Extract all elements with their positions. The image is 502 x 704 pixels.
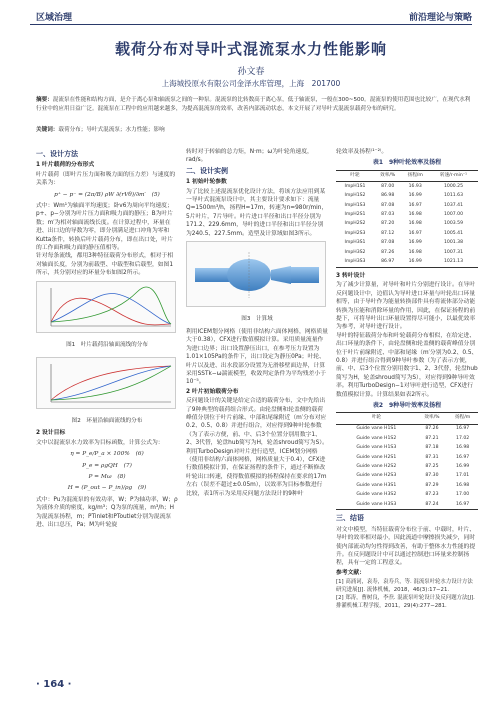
table-row (336, 182, 478, 192)
paragraph: 式中：Wm¹为轴面平均速度；卧v6为周向平均速度；p+、p−分别为叶片压力面和吸力面的静压；B为叶片数；m′为相对轴面流线长度。在计算过程中，环量在进、出口边的导数为零，即分别满足进口冲角为零和Kutta条件，转换后叶片载荷分布，即在出口处，叶片的工作面和吸力面的静压值相等。 (36, 203, 174, 252)
table-cell: 16.97 (456, 454, 470, 460)
table-cell: 86.98 (381, 193, 395, 199)
table-cell: Guide vane H1S3 (356, 445, 397, 451)
table-row (336, 220, 478, 229)
table-cell: 16.99 (401, 257, 429, 267)
table-cell: 87.20 (381, 221, 395, 227)
table-cell: 87.29 (425, 482, 439, 488)
paragraph: 为了比较上述混流泵优化设计方法，将该方法应用到某一导叶式混流泵设计中，其主要设计要求如下：流量Q=1500m³/h，扬程H=17m，转速为n=980r/min，5片叶片，7片导叶。叶片进口半径和出口半径分别为171.2、229.6mm，导叶的进口半径和出口半径分别为240.5、227.5mm。造型及计算域如图3所示。 (186, 188, 328, 237)
equation-7: P_e = ρgQH (7) (82, 462, 132, 469)
column-2 (186, 148, 328, 498)
abstract-label: 摘要： (36, 97, 53, 103)
table-cell: ImpH3S2 (344, 249, 366, 255)
paragraph: 对文中模型，当特征载荷分布位于前、中载时，叶片、导叶的效率相对最小，因此流道中摩擦损失减少，同时使内部流动均匀性得到改善，有助于整体水力性能的提升。在反问题设计中可以通过控制进口环量来控制扬程，具有一定的工程意义。 (336, 526, 476, 567)
subsection-heading: 2 叶片初始载荷分布 (186, 388, 239, 395)
table-row (336, 491, 478, 500)
table-cell: Guide vane H1S1 (356, 426, 397, 432)
abstract-text: 混流泵在性能和结构方面，是介于离心泵和轴流泵之间的一种泵。混流泵的比转数高于离心泵，低于轴流泵，一般在300~500。混流泵的使用范围也比较广，在现代水利行业中的应用日益广泛。混流泵在工程中的应用越来越多，为提高混流泵的效率，改善内部流动状态，本文开展了对导叶式混流泵载荷分布的研究。 (36, 97, 471, 112)
equation-5: p⁺ − p⁻ = (2π/B) ρW ∂(rVθ)/∂m′ (5) (54, 191, 160, 198)
table-header-cell: 扬程/m (447, 413, 478, 424)
table-cell: Guide vane H2S3 (356, 473, 397, 479)
author: 孙文春 (237, 67, 265, 77)
paragraph: 利用ICEM划分网格（使用非结构六面体网格，网格质量大于0.38），CFX进行数值模拟计算。采用质量流量作为进口边界；出口设置静压出口，在参考压力设置为1.01×105Pa的条件下，出口设定为静压0Pa；叶轮、叶片以及进、出水段部分设置为无滑移壁面边界，计算采用SSTk−ω湍流模型，收敛判定条件为平均残差小于10⁻⁵。 (186, 328, 328, 386)
equation-9: H = (P_out − P_in)/ρg (9) (67, 485, 147, 492)
table-header-cell: 叶轮 (336, 170, 374, 181)
table-cell: Guide vane H1S2 (356, 435, 397, 441)
references-heading: 参考文献： (336, 569, 365, 576)
table-2 (336, 412, 478, 510)
figure-2-circulation-plot (36, 357, 176, 409)
figure-3-caption: 图3 计算域 (241, 316, 273, 323)
table-cell: ImpH2S3 (344, 230, 366, 236)
header-divider (30, 24, 472, 25)
table-cell: 87.26 (381, 249, 395, 255)
table-cell: 87.08 (381, 202, 395, 208)
table-cell: 87.23 (425, 492, 439, 498)
table-row (336, 424, 478, 434)
abstract (36, 96, 472, 114)
table-cell: 17.02 (456, 435, 470, 441)
table-cell: 1000.25 (444, 183, 463, 189)
table-cell: 87.26 (425, 426, 439, 432)
table-cell: ImpH1S1 (344, 183, 366, 189)
table-cell: ImpH3S3 (336, 257, 374, 267)
reference-item: [1] 高涌词，袁寿，袁寿兵，等. 混流泵叶轮水力设计方法研究进展[J]. 流体机械，2018，46(3):17−21. (336, 579, 473, 594)
table-cell: 87.21 (425, 435, 439, 441)
table-cell: 1037.41 (444, 202, 463, 208)
table-cell: 1007.00 (444, 211, 463, 217)
table-cell: 86.97 (374, 257, 401, 267)
table-cell: 1011.63 (444, 193, 463, 199)
table-row (336, 229, 478, 238)
figure-1-load-distribution-plot (36, 281, 176, 333)
table-cell: 16.99 (408, 240, 422, 246)
table-cell: 16.97 (408, 230, 422, 236)
table-header-cell: 转速/r·min⁻¹ (429, 170, 478, 181)
affiliation: 上海城投原水有限公司金泽水库管理，上海 201700 (161, 79, 341, 88)
table-cell: 87.30 (425, 473, 439, 479)
table-cell: 16.98 (456, 482, 470, 488)
subsection-heading: 1 叶片载荷的分布形式 (36, 162, 95, 169)
table-cell: ImpH3S1 (344, 240, 366, 246)
table-cell: 87.25 (425, 463, 439, 469)
table-row (336, 434, 478, 443)
table-header-cell: 效率/% (417, 413, 448, 424)
table-cell: 16.99 (408, 193, 422, 199)
figure-2-caption: 图2 环量沿轴面流线的分布 (71, 417, 143, 424)
subsection-heading: 3 转叶设计 (336, 272, 366, 279)
section-heading: 三、结语 (336, 514, 364, 523)
table-cell: 1021.13 (429, 257, 478, 267)
paragraph: 利用TurboDesign对叶片进行造型，ICEM划分网格（使用非结构六面体网格，网格质量大于0.4），CFX进行数值模拟计算，在保证扬程的条件下，通过不断修改叶轮出口转速，使得数值模拟的扬程保持在要求的17m左右（误差不超过±0.05m），以效率为目标参数进行比较，表1所示为采用反问题方法设计的9种叶 (186, 448, 327, 497)
table-cell: 16.98 (408, 221, 422, 227)
subsection-heading: 2 设计目标 (36, 430, 66, 437)
table-1-title: 表1 9种叶轮效率及扬程 (372, 159, 442, 167)
subsection-heading: 1 初始叶轮参数 (186, 179, 227, 186)
table-cell: ImpH2S1 (344, 211, 366, 217)
table-cell: 87.18 (425, 445, 439, 451)
table-header-cell: 扬程/m (401, 170, 429, 181)
table-row (336, 453, 478, 462)
reference-item: [2] 郑涛，曹树良，李焘. 混流泵叶轮设计及反问题方法[J]. 排灌机械工程学报，2011，29(4):277−281. (336, 595, 475, 610)
table-cell: 17.01 (456, 473, 470, 479)
table-cell: 1003.59 (444, 221, 463, 227)
table-cell: 1007.31 (444, 249, 463, 255)
table-row (336, 201, 478, 210)
table-cell: 16.93 (408, 183, 422, 189)
table-row (336, 481, 478, 490)
table-row (336, 257, 478, 267)
header-section-left: 区域治理 (36, 13, 73, 23)
table-cell: 16.97 (408, 202, 422, 208)
table-row (336, 239, 478, 248)
table-row (336, 472, 478, 481)
page-number: · 164 · (36, 679, 72, 690)
section-heading: 一、设计方法 (36, 150, 78, 158)
paragraph: 轮效率及扬程⁽¹⁻²⁾。 (336, 149, 388, 155)
column-1 (36, 148, 178, 529)
table-row (336, 462, 478, 471)
table-row (336, 248, 478, 257)
table-cell: 16.97 (447, 500, 478, 510)
equation-8: P = Mω (8) (88, 473, 126, 480)
table-cell: 16.98 (408, 211, 422, 217)
table-cell: 1001.38 (444, 240, 463, 246)
paragraph: 为了减少计算量，对导叶和叶片分别进行设计。在导叶反问题设计中，边值认为导叶进口环量与叶轮出口环量相等，由于导叶作为能量转换部件具有将流体部分动能转换为压能和消除环量的作用，因此，在保证扬程的前提下，可将导叶出口环量设置得尽可能小，以最优效率为参考，对导叶进行设计。 (336, 282, 476, 331)
table-cell: 16.97 (456, 426, 470, 432)
table-cell: Guide vane H3S1 (356, 482, 397, 488)
equation-6: η = P_e/P_a × 100% (6) (70, 451, 144, 458)
table-cell: ImpH1S2 (344, 193, 366, 199)
keywords-label: 关键词： (36, 127, 59, 133)
paper-title: 载荷分布对导叶式混流泵水力性能影响 (114, 40, 387, 58)
keywords-text: 载荷分布；导叶式混流泵；水力性能；影响 (58, 127, 165, 133)
table-row (336, 500, 478, 510)
table-cell: 16.98 (456, 445, 470, 451)
table-header-cell: 叶轮 (336, 413, 417, 424)
table-cell: 16.98 (408, 249, 422, 255)
table-row (336, 444, 478, 453)
table-1 (336, 170, 478, 268)
paragraph: 针对每条流线，都用3种特征载荷分布形式，相对于相对轴面长度，分别为前载型、中载型和后载型，如图1所示，其分别对应的环量分布如图2所示。 (36, 253, 174, 277)
table-cell: ImpH1S3 (344, 202, 366, 208)
table-cell: 87.24 (417, 500, 448, 510)
table-cell: Guide vane H2S2 (356, 463, 397, 469)
figure-3-computational-domain (186, 241, 326, 307)
paragraph: 文中以混流泵水力效率为目标函数，计算公式为： (36, 439, 164, 446)
table-cell: 16.99 (456, 463, 470, 469)
table-cell: 1005.41 (444, 230, 463, 236)
paragraph: 转时对于转轴的总力矩，N·m；ω为叶轮角速度，rad/s。 (186, 149, 313, 164)
table-cell: 87.03 (381, 211, 395, 217)
table-header-cell: 效率/% (374, 170, 401, 181)
header-section-right: 前沿理论与策略 (408, 13, 472, 23)
table-cell: 87.00 (381, 183, 395, 189)
paragraph: 导叶的特征载荷分布和叶轮载荷分布相似，在给定进、出口环量的条件下，由轮盘侧和轮盖侧的载荷峰值分别位于叶片前缘附近、中部和尾缘（m′分别为0.2、0.5、0.8）并进行组合得到9种导叶参数（为了表示方便，前、中、后3个位置分别用数字1、2、3代替，轮盘hub简写为H，轮盖shroud简写为S），对应得到9种导叶效率。利用TurboDesign−1对导叶进行造型，CFX进行数值模拟计算。计算结果如表2所示。 (336, 332, 478, 398)
table-cell: 87.08 (381, 240, 395, 246)
keywords (36, 125, 472, 133)
table-row (336, 210, 478, 219)
paragraph: 叶片载荷（即叶片压力面和吸力面的压力差）与速度的关系为： (36, 171, 176, 187)
table-cell: Guide vane H3S2 (356, 492, 397, 498)
column-3 (336, 148, 478, 610)
table-cell: 87.12 (381, 230, 395, 236)
figure-1-caption: 图1 叶片载荷沿轴面流线的分布 (66, 342, 148, 349)
paragraph: 式中：Pu为混流泵的有效功率，W；P为轴功率，W；ρ为液体介质的密度，kg/m³；Q为泵的流量，m³/h；H为混流泵扬程，m；PTinlet和PToutlet分别为混流泵进、出口总压，Pa；M为叶轮旋 (36, 496, 178, 528)
table-cell: Guide vane H2S1 (356, 454, 397, 460)
table-cell: ImpH2S2 (344, 221, 366, 227)
section-heading: 二、设计实例 (186, 166, 228, 175)
table-cell: 17.00 (456, 492, 470, 498)
table-row (336, 192, 478, 201)
table-2-title: 表2 9种导叶效率及扬程 (372, 401, 442, 409)
table-cell: Guide vane H3S3 (336, 500, 417, 510)
table-cell: 87.31 (425, 454, 439, 460)
paragraph: 反问题设计的关键是给定合适的载荷分布，文中先给出了9种典型的载荷组合形式。由轮盘侧和轮盖侧的载荷峰值分别位于叶片前缘、中部和尾缘附近（m′分布对应0.2、0.5、0.8）并进行组合，对应得到9种叶轮参数（为了表示方便，前、中、后3个位置分别用数字1、2、3代替，轮盘hub简写为H，轮盖shroud简写为S）。 (186, 398, 328, 447)
